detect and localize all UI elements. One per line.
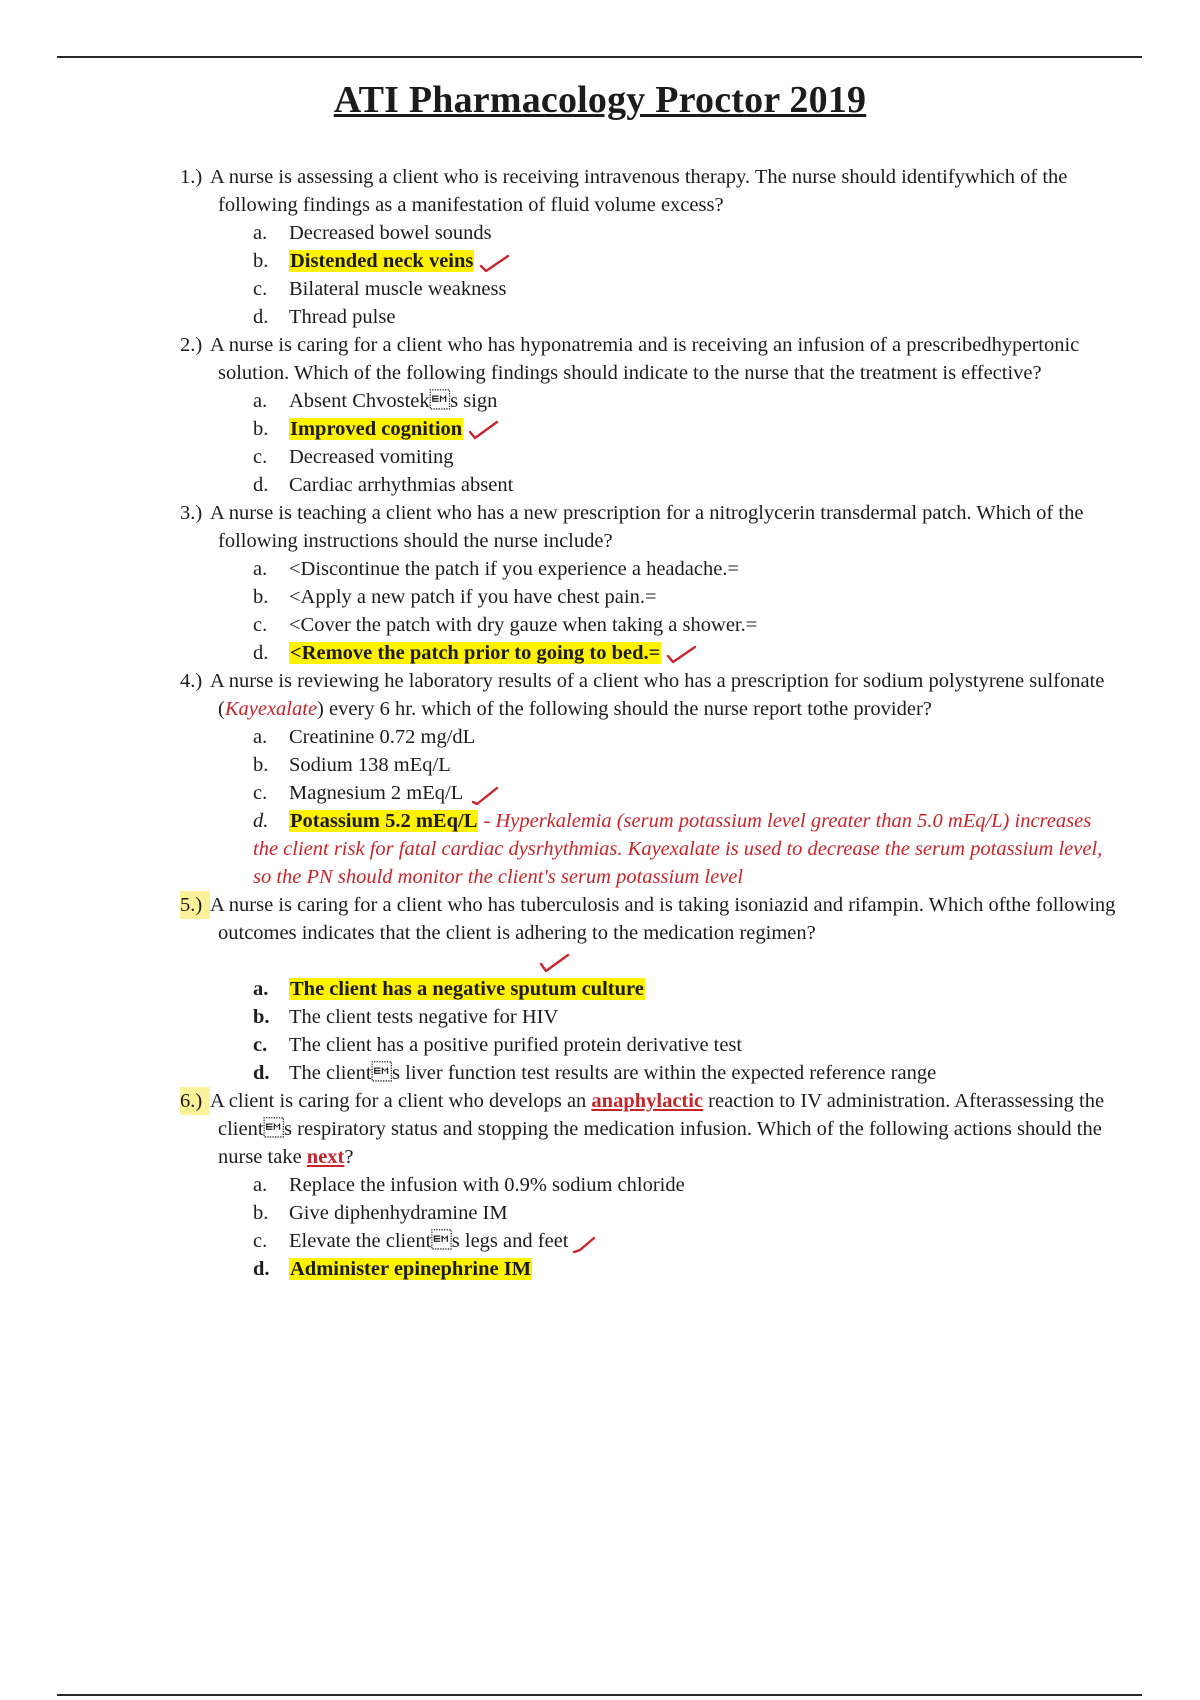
checkmark-icon xyxy=(467,418,501,442)
drug-name: Kayexalate xyxy=(224,698,318,720)
option-list xyxy=(180,555,1120,667)
option-list xyxy=(180,1171,1120,1283)
option-c: c. The client has a positive purified protein derivative test xyxy=(253,1034,743,1056)
question-number: 3.) xyxy=(180,502,203,524)
question-3 xyxy=(180,499,1120,667)
question-number: 5.) xyxy=(180,891,210,919)
option-a: a. Replace the infusion with 0.9% sodium chloride xyxy=(253,1174,685,1196)
option-b: b. <Apply a new patch if you have chest pain.= xyxy=(253,586,657,608)
option-c: c. Bilateral muscle weakness xyxy=(253,278,507,300)
question-number: 6.) xyxy=(180,1087,210,1115)
question-stem: 4.) A nurse is reviewing he laboratory results of a client who has a prescription for sodium polystyrene sulfonate (Kayexalate) every 6 hr. which of the following should the nurse report tothe provider? xyxy=(180,667,1120,723)
option-a: a. Absent Chvosteks sign xyxy=(253,390,498,412)
option-list xyxy=(180,975,1120,1087)
question-2 xyxy=(180,331,1120,499)
question-6 xyxy=(180,1087,1120,1283)
option-b-correct: b. Distended neck veins xyxy=(253,247,1120,275)
option-b-correct: b. Improved cognition xyxy=(253,415,1120,443)
option-a: a. <Discontinue the patch if you experience a headache.= xyxy=(253,558,740,580)
rationale-text: - Hyperkalemia (serum potassium level greater than 5.0 mEq/L) increases the client risk for fatal cardiac dysrhythmias. Kayexalate is used to decrease the serum potassium level, so the PN should monitor the client's serum potassium level xyxy=(253,810,1103,888)
question-stem: 6.) A client is caring for a client who develops an anaphylactic reaction to IV administration. Afterassessing the clients respiratory status and stopping the medication infusion. Which of the following actions should the nurse take next? xyxy=(180,1087,1120,1171)
question-stem: 1.) A nurse is assessing a client who is receiving intravenous therapy. The nurse should identifywhich of the following findings as a manifestation of fluid volume excess? xyxy=(180,163,1120,219)
option-list xyxy=(180,219,1120,331)
option-b: b. Give diphenhydramine IM xyxy=(253,1202,508,1224)
keyword-emphasis: anaphylactic xyxy=(591,1090,704,1112)
option-c: c. <Cover the patch with dry gauze when taking a shower.= xyxy=(253,614,758,636)
checkmark-icon xyxy=(572,1230,606,1254)
checkmark-icon xyxy=(478,250,512,274)
question-number: 2.) xyxy=(180,334,203,356)
option-d-correct: d. Potassium 5.2 mEq/L - Hyperkalemia (serum potassium level greater than 5.0 mEq/L) increases the client risk for fatal cardiac dysrhythmias. Kayexalate is used to decrease the serum potassium level, so the PN should monitor the client's serum potassium level xyxy=(253,810,1103,888)
option-d-correct: d. Administer epinephrine IM xyxy=(253,1258,532,1280)
top-rule xyxy=(57,56,1142,58)
question-list xyxy=(180,163,1120,1283)
question-number: 1.) xyxy=(180,166,203,188)
option-d: d. Cardiac arrhythmias absent xyxy=(253,474,514,496)
option-a-correct: a. The client has a negative sputum culture xyxy=(253,978,644,1000)
option-a: a. Decreased bowel sounds xyxy=(253,222,492,244)
question-4 xyxy=(180,667,1120,891)
option-d: d. Thread pulse xyxy=(253,306,396,328)
checkmark-icon xyxy=(538,950,572,974)
option-d-correct: d. <Remove the patch prior to going to bed.= xyxy=(253,639,1120,667)
option-list xyxy=(180,723,1120,891)
bottom-rule xyxy=(57,1694,1142,1696)
option-a: a. Creatinine 0.72 mg/dL xyxy=(253,726,476,748)
page-title: ATI Pharmacology Proctor 2019 xyxy=(333,79,867,121)
option-list xyxy=(180,387,1120,499)
checkmark-icon xyxy=(665,642,699,666)
question-stem: 2.) A nurse is caring for a client who has hyponatremia and is receiving an infusion of a prescribedhypertonic solution. Which of the following findings should indicate to the nurse that the treatment is effective? xyxy=(180,331,1120,387)
option-b: b. The client tests negative for HIV xyxy=(253,1006,559,1028)
option-c: c. Decreased vomiting xyxy=(253,446,454,468)
option-c: c. Elevate the clients legs and feet xyxy=(253,1227,1120,1255)
keyword-emphasis: next xyxy=(306,1146,345,1168)
option-c: c. Magnesium 2 mEq/L xyxy=(253,779,1120,807)
question-stem: 5.) A nurse is caring for a client who has tuberculosis and is taking isoniazid and rifampin. Which ofthe following outcomes indicates that the client is adhering to the medication regimen? xyxy=(180,891,1120,975)
option-b: b. Sodium 138 mEq/L xyxy=(253,754,451,776)
question-number: 4.) xyxy=(180,670,203,692)
question-stem: 3.) A nurse is teaching a client who has a new prescription for a nitroglycerin transdermal patch. Which of the following instructions should the nurse include? xyxy=(180,499,1120,555)
option-d: d. The clients liver function test results are within the expected reference range xyxy=(253,1062,937,1084)
question-1 xyxy=(180,163,1120,331)
question-5 xyxy=(180,891,1120,1087)
checkmark-icon xyxy=(467,782,501,806)
